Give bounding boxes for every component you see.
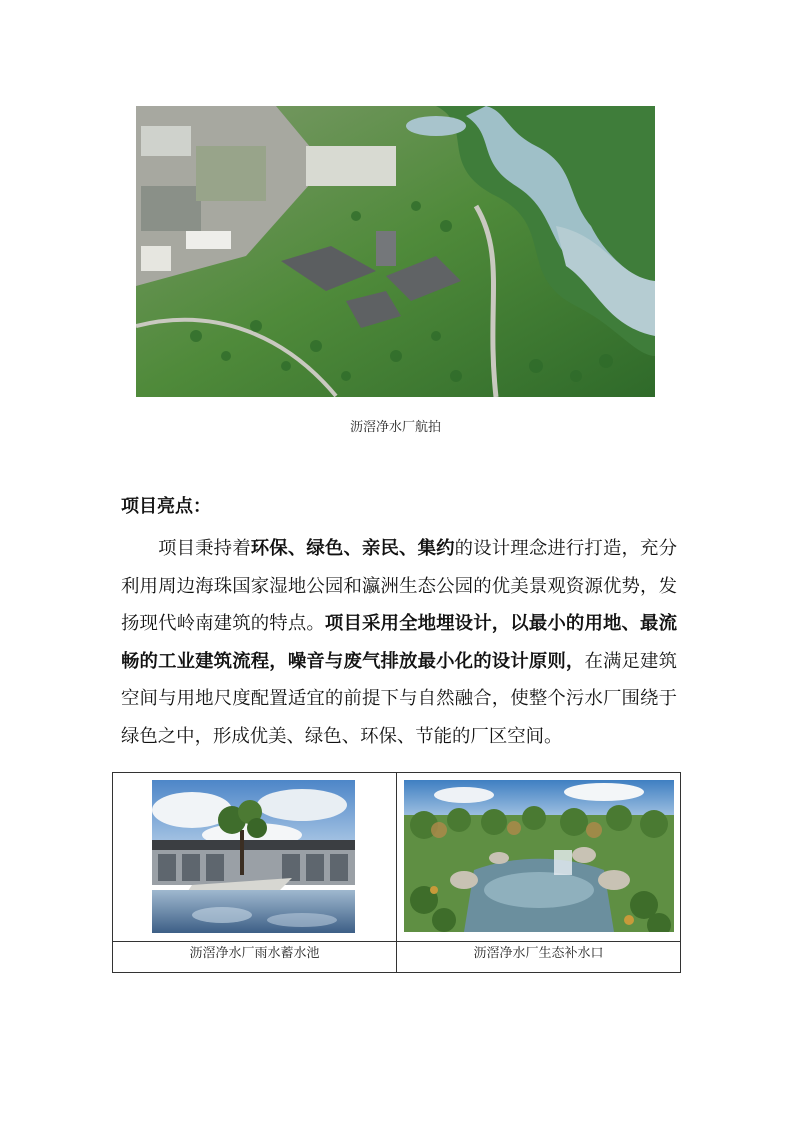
paragraph-text: 的设计理念进行打造，充分利用周边海珠国家湿地公园和瀛洲生态公园的优美景观资源优势，发扬现代岭南建筑的特点。 [121, 538, 677, 634]
paragraph-text: 项目秉持着 [158, 538, 251, 559]
paragraph-text: 在满足建筑空间与用地尺度配置适宜的前提下与自然融合，使整个污水厂围绕于绿色之中，形成优美、绿色、环保、节能的厂区空间。 [121, 650, 677, 747]
rainwater-pool-photo [152, 780, 355, 933]
section-paragraph [121, 530, 677, 755]
ecological-outlet-photo [404, 780, 674, 932]
photo-cell-right [397, 773, 681, 942]
photo-caption-left: 沥滘净水厂雨水蓄水池 [113, 942, 397, 973]
photo-cell-left [113, 773, 397, 942]
aerial-photo [136, 106, 655, 397]
photo-table [112, 772, 681, 973]
section-heading: 项目亮点： [121, 496, 211, 517]
paragraph-bold-text: 环保、绿色、亲民、集约 [250, 538, 455, 559]
photo-caption-right: 沥滘净水厂生态补水口 [397, 942, 681, 973]
aerial-photo-caption: 沥滘净水厂航拍 [349, 420, 441, 435]
paragraph-bold-text: 项目采用全地埋设计，以最小的用地、最流畅的工业建筑流程，噪音与废气排放最小化的设计原则， [121, 613, 677, 672]
